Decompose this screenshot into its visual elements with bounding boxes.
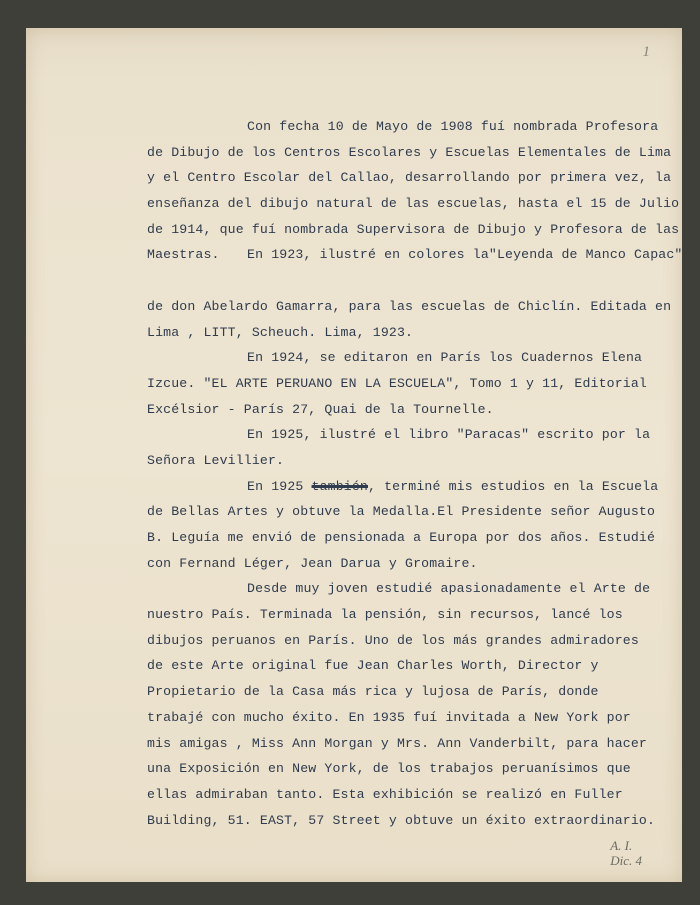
text-line: de 1914, que fuí nombrada Supervisora de Dibujo y Profesora de las: [147, 221, 680, 237]
text-line: En 1923, ilustré en colores la"Leyenda de Manco Capac": [247, 247, 683, 263]
text-line: de Bellas Artes y obtuve la Medalla.El Presidente señor Augusto: [147, 504, 656, 520]
text-line: enseñanza del dibujo natural de las escuelas, hasta el 15 de Julio: [147, 196, 680, 212]
text-line: una Exposición en New York, de los trabajos peruanísimos que: [147, 761, 631, 777]
text-line: Con fecha 10 de Mayo de 1908 fuí nombrada Profesora: [247, 119, 659, 134]
text-line: [147, 474, 657, 500]
text-line: Propietario de la Casa más rica y lujosa de París, donde: [147, 684, 599, 700]
text-line: Maestras.: [147, 247, 220, 263]
text-line: Excélsior - París 27, Quai de la Tournelle.: [147, 401, 494, 417]
text-line: En 1925, ilustré el libro "Paracas" escrito por la: [247, 427, 651, 443]
text-line: dibujos peruanos en París. Uno de los más grandes admiradores: [147, 632, 639, 648]
document-page: [26, 28, 682, 882]
text-line: Building, 51. EAST, 57 Street y obtuve un éxito extraordinario.: [147, 812, 656, 828]
document-body: [147, 114, 683, 833]
text-line: B. Leguía me envió de pensionada a Europa por dos años. Estudié: [147, 530, 656, 545]
text-line: En 1924, se editaron en París los Cuadernos Elena: [247, 350, 643, 366]
text-line: Desde muy joven estudié apasionadamente el Arte de: [247, 581, 651, 597]
annotation-line: A. I.: [610, 838, 633, 853]
annotation-line: Dic. 4: [610, 853, 642, 868]
text-line: Señora Levillier.: [147, 452, 285, 468]
text-line: trabajé con mucho éxito. En 1935 fuí invitada a New York por: [147, 709, 631, 725]
struck-word: también: [311, 478, 368, 494]
text-line: de este Arte original fue Jean Charles Worth, Director y: [147, 658, 599, 674]
text-line: y el Centro Escolar del Callao, desarrollando por primera vez, la: [147, 170, 672, 186]
text-line: nuestro País. Terminada la pensión, sin recursos, lancé los: [147, 607, 623, 623]
text-fragment: , terminé mis estudios en la Escuela: [367, 478, 659, 494]
text-line: de Dibujo de los Centros Escolares y Escuelas Elementales de Lima: [147, 144, 672, 160]
handwritten-annotation: [610, 838, 642, 868]
text-line: de don Abelardo Gamarra, para las escuelas de Chiclín. Editada en: [147, 298, 672, 314]
page-number: 1: [642, 44, 650, 60]
text-fragment: En 1925: [247, 478, 304, 494]
text-line: Izcue. "EL ARTE PERUANO EN LA ESCUELA", Tomo 1 y 11, Editorial: [147, 375, 647, 391]
text-line: con Fernand Léger, Jean Darua y Gromaire.: [147, 555, 478, 571]
text-line: ellas admiraban tanto. Esta exhibición se realizó en Fuller: [147, 786, 623, 802]
text-line: mis amigas , Miss Ann Morgan y Mrs. Ann Vanderbilt, para hacer: [147, 735, 647, 751]
text-line: Lima , LITT, Scheuch. Lima, 1923.: [147, 324, 414, 340]
